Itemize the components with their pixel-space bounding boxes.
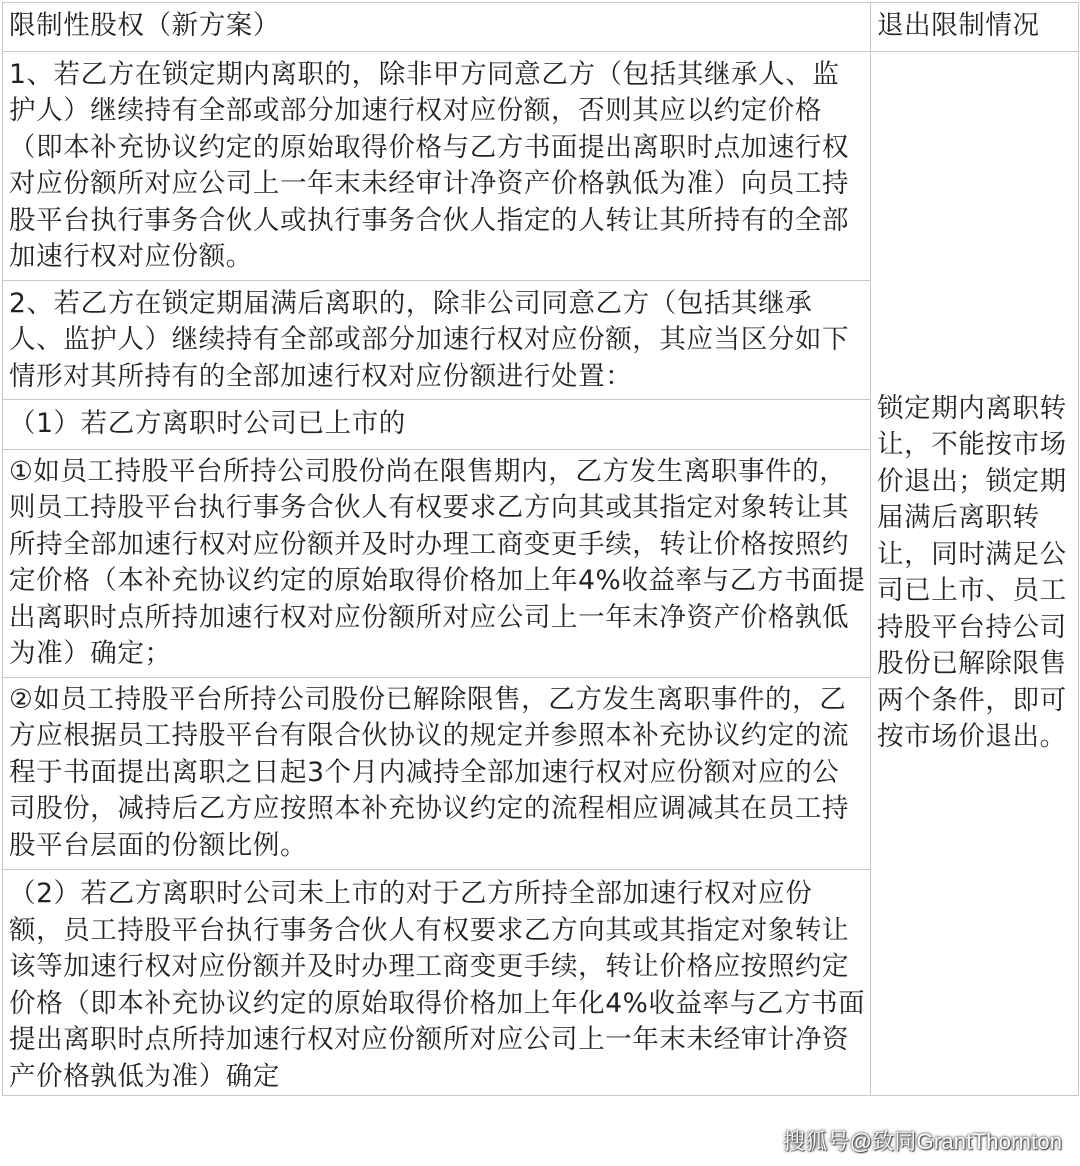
clause-2-1-b: ②如员工持股平台所持公司股份已解除限售，乙方发生离职事件的，乙方应根据员工持股平台有限合伙协议的规定并参照本补充协议约定的流程于书面提出离职之日起3个月内减持全部加速行权对应份额对应的公司股份，减持后乙方应按照本补充协议约定的流程相应调减其在员工持股平台层面的份额比例。 (3, 677, 871, 870)
clause-2-2: （2）若乙方离职时公司未上市的对于乙方所持全部加速行权对应份额，员工持股平台执行事务合伙人有权要求乙方向其或其指定对象转让该等加速行权对应份额并及时办理工商变更手续，转让价格应按照约定价格（即本补充协议约定的原始取得价格加上年化4%收益率与乙方书面提出离职时点所持加速行权对应份额所对应公司上一年末未经审计净资产价格孰低为准）确定 (3, 870, 871, 1096)
header-exit-restrictions: 退出限制情况 (871, 3, 1079, 52)
table-row (3, 51, 1079, 280)
source-watermark: 搜狐号@致同GrantThornton (783, 1129, 1063, 1154)
restricted-equity-table (2, 2, 1079, 1096)
clause-1: 1、若乙方在锁定期内离职的，除非甲方同意乙方（包括其继承人、监护人）继续持有全部或部分加速行权对应份额，否则其应以约定价格（即本补充协议约定的原始取得价格与乙方书面提出离职时点加速行权对应份额所对应公司上一年末未经审计净资产价格孰低为准）向员工持股平台执行事务合伙人或执行事务合伙人指定的人转让其所持有的全部加速行权对应份额。 (3, 51, 871, 280)
table-header-row (3, 3, 1079, 52)
clause-2-1: （1）若乙方离职时公司已上市的 (3, 400, 871, 450)
clause-2-1-a: ①如员工持股平台所持公司股份尚在限售期内，乙方发生离职事件的，则员工持股平台执行事务合伙人有权要求乙方向其或其指定对象转让其所持全部加速行权对应份额并及时办理工商变更手续，转让价格按照约定价格（本补充协议约定的原始取得价格加上年4%收益率与乙方书面提出离职时点所持加速行权对应份额所对应公司上一年末净资产价格孰低为准）确定； (3, 449, 871, 677)
header-restricted-equity: 限制性股权（新方案） (3, 3, 871, 52)
exit-summary-cell: 锁定期内离职转让，不能按市场价退出；锁定期届满后离职转让，同时满足公司已上市、员工持股平台持公司股份已解除限售两个条件，即可按市场价退出。 (871, 51, 1079, 1096)
clause-2: 2、若乙方在锁定期届满后离职的，除非公司同意乙方（包括其继承人、监护人）继续持有全部或部分加速行权对应份额，其应当区分如下情形对其所持有的全部加速行权对应份额进行处置： (3, 280, 871, 400)
